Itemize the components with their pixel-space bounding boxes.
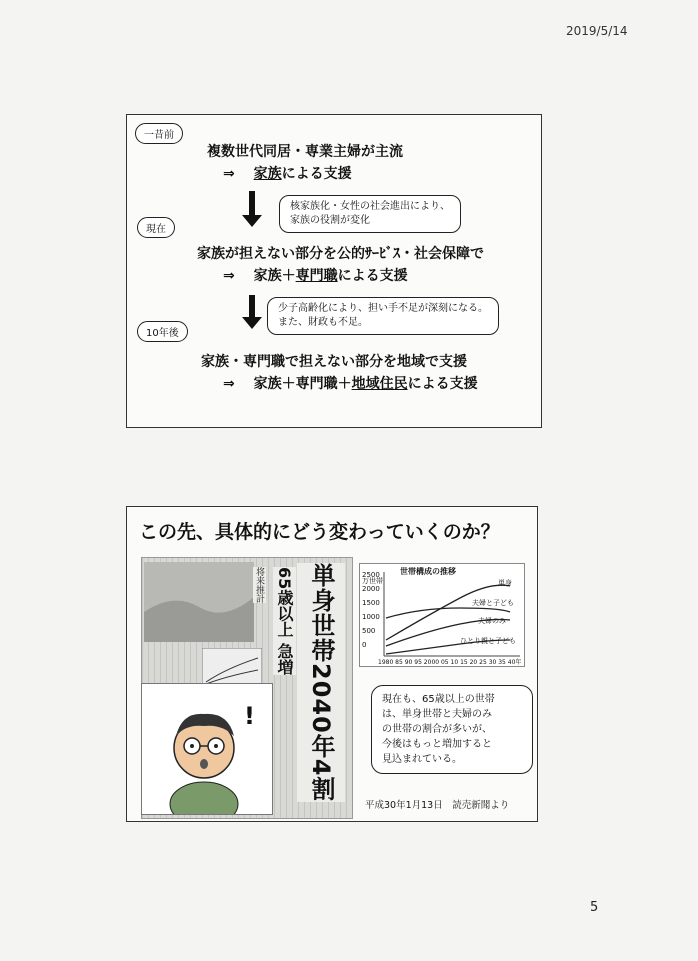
now-line1: 家族が担えない部分を公的ｻｰﾋﾞｽ・社会保障で bbox=[197, 246, 484, 262]
graph-title: 世帯構成の推移 bbox=[400, 567, 456, 576]
note1-line1: 核家族化・女性の社会進出により、 bbox=[290, 201, 450, 212]
clipping-photo bbox=[144, 562, 254, 642]
note2-line2: また、財政も不足。 bbox=[278, 317, 368, 328]
note1-line2: 家族の役割が変化 bbox=[290, 215, 370, 226]
slide2-title: この先、具体的にどう変わっていくのか？ bbox=[139, 521, 500, 543]
y-label: 2000 bbox=[362, 585, 380, 593]
future-prefix: 家族＋専門職＋ bbox=[253, 376, 352, 392]
explanation-bubble bbox=[371, 685, 533, 774]
future-line1: 家族・専門職で担えない部分を地域で支援 bbox=[201, 354, 467, 370]
slide-future-changes bbox=[126, 506, 538, 822]
y-label: 500 bbox=[362, 627, 376, 635]
arrow-symbol: ⇒ bbox=[223, 166, 235, 182]
series-label: ひとり親と子ども bbox=[460, 637, 516, 645]
headline-kicker: 将来推計 bbox=[254, 567, 264, 603]
surprised-person-illustration bbox=[141, 683, 273, 815]
exclamation-mark: ! bbox=[244, 702, 255, 730]
bubble-line: 今後はもっと増加すると bbox=[382, 739, 492, 750]
headline-part2: 2040年4割 bbox=[307, 663, 335, 802]
household-trend-graph bbox=[359, 563, 525, 667]
page-number: 5 bbox=[590, 900, 599, 915]
series-label: 夫婦のみ bbox=[478, 617, 506, 625]
future-underlined: 地域住民 bbox=[351, 376, 408, 392]
down-arrow-icon bbox=[249, 295, 255, 317]
now-line2 bbox=[223, 265, 408, 285]
y-label: 1000 bbox=[362, 613, 380, 621]
y-label: 2500 bbox=[362, 571, 380, 579]
note-bubble-2 bbox=[267, 297, 499, 335]
past-line1: 複数世代同居・専業主婦が主流 bbox=[207, 144, 403, 160]
note-bubble-1 bbox=[279, 195, 461, 233]
source-citation: 平成30年1月13日 読売新聞より bbox=[365, 800, 510, 811]
bubble-line: は、単身世帯と夫婦のみ bbox=[382, 709, 492, 720]
past-underlined: 家族 bbox=[253, 166, 282, 182]
series-label: 単身 bbox=[498, 579, 512, 587]
now-underlined: 専門職 bbox=[295, 268, 338, 284]
note2-line1: 少子高齢化により、担い手不足が深刻になる。 bbox=[278, 303, 488, 314]
slide-support-evolution bbox=[126, 114, 542, 428]
label-now: 現在 bbox=[137, 217, 175, 238]
label-past: 一昔前 bbox=[135, 123, 183, 144]
future-line2 bbox=[223, 373, 478, 393]
future-rest: による支援 bbox=[407, 376, 478, 392]
bubble-line: 現在も、65歳以上の世帯 bbox=[382, 694, 495, 705]
past-rest: による支援 bbox=[281, 166, 352, 182]
arrow-symbol: ⇒ bbox=[223, 268, 235, 284]
clipping-mini-chart bbox=[202, 648, 262, 688]
headline-sub: 65歳以上 急増 bbox=[275, 567, 294, 675]
bubble-line: 見込まれている。 bbox=[382, 754, 462, 765]
graph-x-axis: 1980 85 90 95 2000 05 10 15 20 25 30 35 40年 bbox=[378, 659, 522, 666]
now-prefix: 家族＋ bbox=[253, 268, 296, 284]
print-date: 2019/5/14 bbox=[566, 24, 628, 38]
graph-unit: 万世帯 bbox=[362, 577, 383, 585]
headline-main bbox=[297, 563, 345, 802]
down-arrow-icon bbox=[249, 191, 255, 215]
past-line2 bbox=[223, 163, 352, 183]
arrow-symbol: ⇒ bbox=[223, 376, 235, 392]
bubble-line: の世帯の割合が多いが、 bbox=[382, 724, 492, 735]
headline-part1: 単身世帯 bbox=[307, 563, 335, 663]
now-rest: による支援 bbox=[337, 268, 408, 284]
y-label: 0 bbox=[362, 641, 367, 649]
y-label: 1500 bbox=[362, 599, 380, 607]
label-future: 10年後 bbox=[137, 321, 188, 342]
series-label: 夫婦と子ども bbox=[472, 599, 514, 607]
